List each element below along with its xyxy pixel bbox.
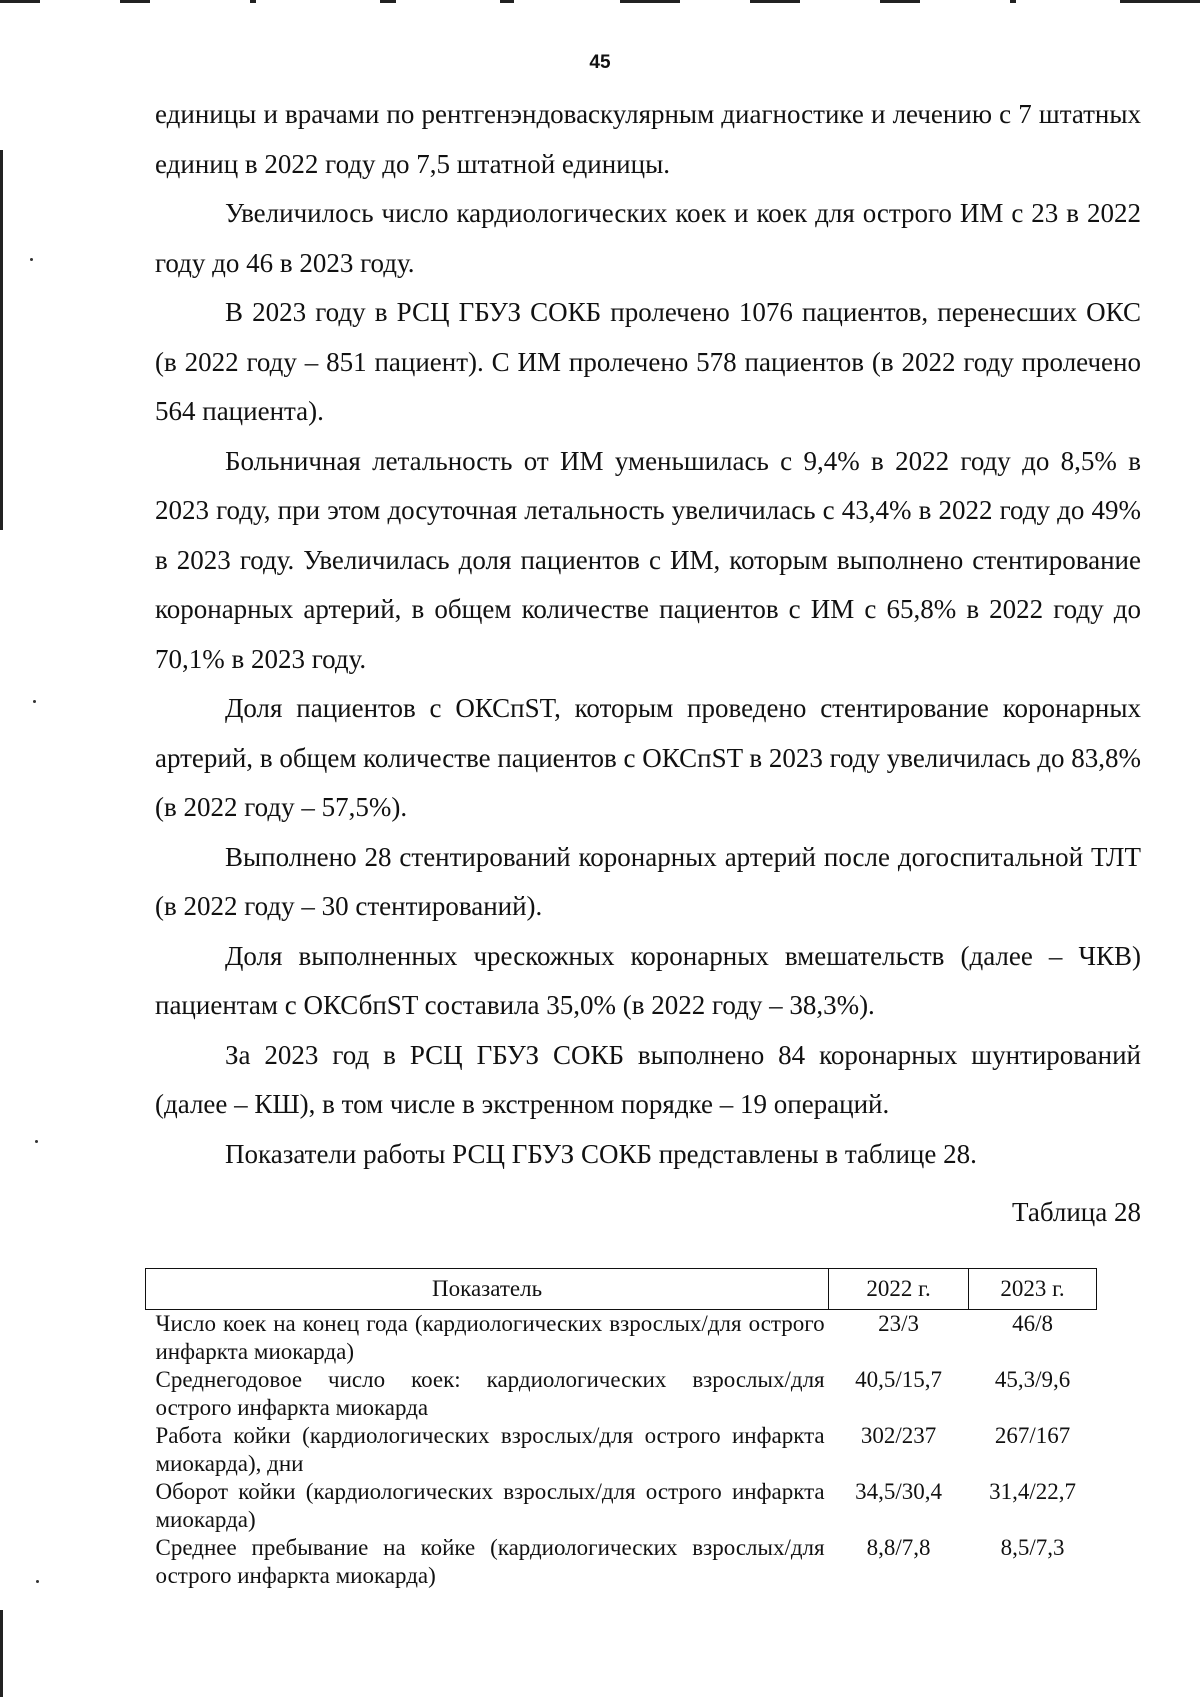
paragraph: За 2023 год в РСЦ ГБУЗ СОКБ выполнено 84 коронарных шунтирований (далее – КШ), в том числе в экстренном порядке – 19 операций. [155, 1039, 1141, 1119]
scan-edge-left [0, 150, 3, 530]
indicator-cell: Работа койки (кардиологических взрослых/для острого инфаркта миокарда), дни [155, 1423, 825, 1476]
indicator-cell: Оборот койки (кардиологических взрослых/для острого инфаркта миокарда) [155, 1479, 825, 1532]
table-header-row [146, 1269, 1097, 1310]
paragraph: единицы и врачами по рентгенэндоваскулярным диагностике и лечению с 7 штатных единиц в 2022 году до 7,5 штатной единицы. [155, 99, 1141, 179]
column-header-2023: 2023 г. [969, 1269, 1097, 1310]
indicator-cell: Среднее пребывание на койке (кардиологических взрослых/для острого инфаркта миокарда) [155, 1535, 825, 1588]
table-row [146, 1534, 1097, 1590]
paragraph: Выполнено 28 стентирований коронарных артерий после догоспитальной ТЛТ (в 2022 году – 30 стентирований). [155, 841, 1141, 921]
value-2022-cell: 302/237 [860, 1423, 937, 1448]
body-text [155, 90, 1141, 1179]
indicator-cell: Среднегодовое число коек: кардиологических взрослых/для острого инфаркта миокарда [155, 1367, 825, 1420]
table-caption: Таблица 28 [1012, 1197, 1141, 1227]
indicators-table [145, 1268, 1097, 1590]
value-2022-cell: 40,5/15,7 [855, 1367, 943, 1392]
table-row [146, 1478, 1097, 1534]
paragraph: Увеличилось число кардиологических коек и коек для острого ИМ с 23 в 2022 году до 46 в 2023 году. [155, 198, 1141, 278]
table-row [146, 1366, 1097, 1422]
page-number: 45 [589, 52, 611, 73]
value-2023-cell: 46/8 [1012, 1311, 1053, 1336]
column-header-2022: 2022 г. [829, 1269, 969, 1310]
table-row [146, 1422, 1097, 1478]
paragraph: Показатели работы РСЦ ГБУЗ СОКБ представлены в таблице 28. [225, 1138, 977, 1169]
value-2022-cell: 34,5/30,4 [855, 1479, 943, 1504]
paragraph: Доля выполненных чрескожных коронарных вмешательств (далее – ЧКВ) пациентам с ОКСбпST составила 35,0% (в 2022 году – 38,3%). [155, 940, 1141, 1020]
value-2022-cell: 8,8/7,8 [866, 1535, 931, 1560]
value-2023-cell: 267/167 [994, 1423, 1071, 1448]
scan-edge-left [0, 1610, 3, 1697]
column-header-indicator: Показатель [146, 1269, 829, 1310]
value-2023-cell: 8,5/7,3 [1000, 1535, 1065, 1560]
table-row [146, 1310, 1097, 1367]
value-2022-cell: 23/3 [878, 1311, 920, 1336]
indicator-cell: Число коек на конец года (кардиологических взрослых/для острого инфаркта миокарда) [155, 1311, 825, 1364]
scan-edge-top [0, 0, 1200, 6]
paragraph: Доля пациентов с ОКСпST, которым проведено стентирование коронарных артерий, в общем количестве пациентов с ОКСпST в 2023 году увеличилась до 83,8% (в 2022 году – 57,5%). [155, 693, 1141, 822]
paragraph: В 2023 году в РСЦ ГБУЗ СОКБ пролечено 1076 пациентов, перенесших ОКС (в 2022 году – 851 пациент). С ИМ пролечено 578 пациентов (в 2022 году пролечено 564 пациента). [155, 297, 1141, 426]
value-2023-cell: 45,3/9,6 [994, 1367, 1071, 1392]
paragraph: Больничная летальность от ИМ уменьшилась с 9,4% в 2022 году до 8,5% в 2023 году, при этом досуточная летальность увеличилась с 43,4% в 2022 году до 49% в 2023 году. Увеличилась доля пациентов с ИМ, которым выполнено стентирование коронарных артерий, в общем количестве пациентов с ИМ с 65,8% в 2022 году до 70,1% в 2023 году. [155, 445, 1141, 674]
value-2023-cell: 31,4/22,7 [989, 1479, 1076, 1504]
